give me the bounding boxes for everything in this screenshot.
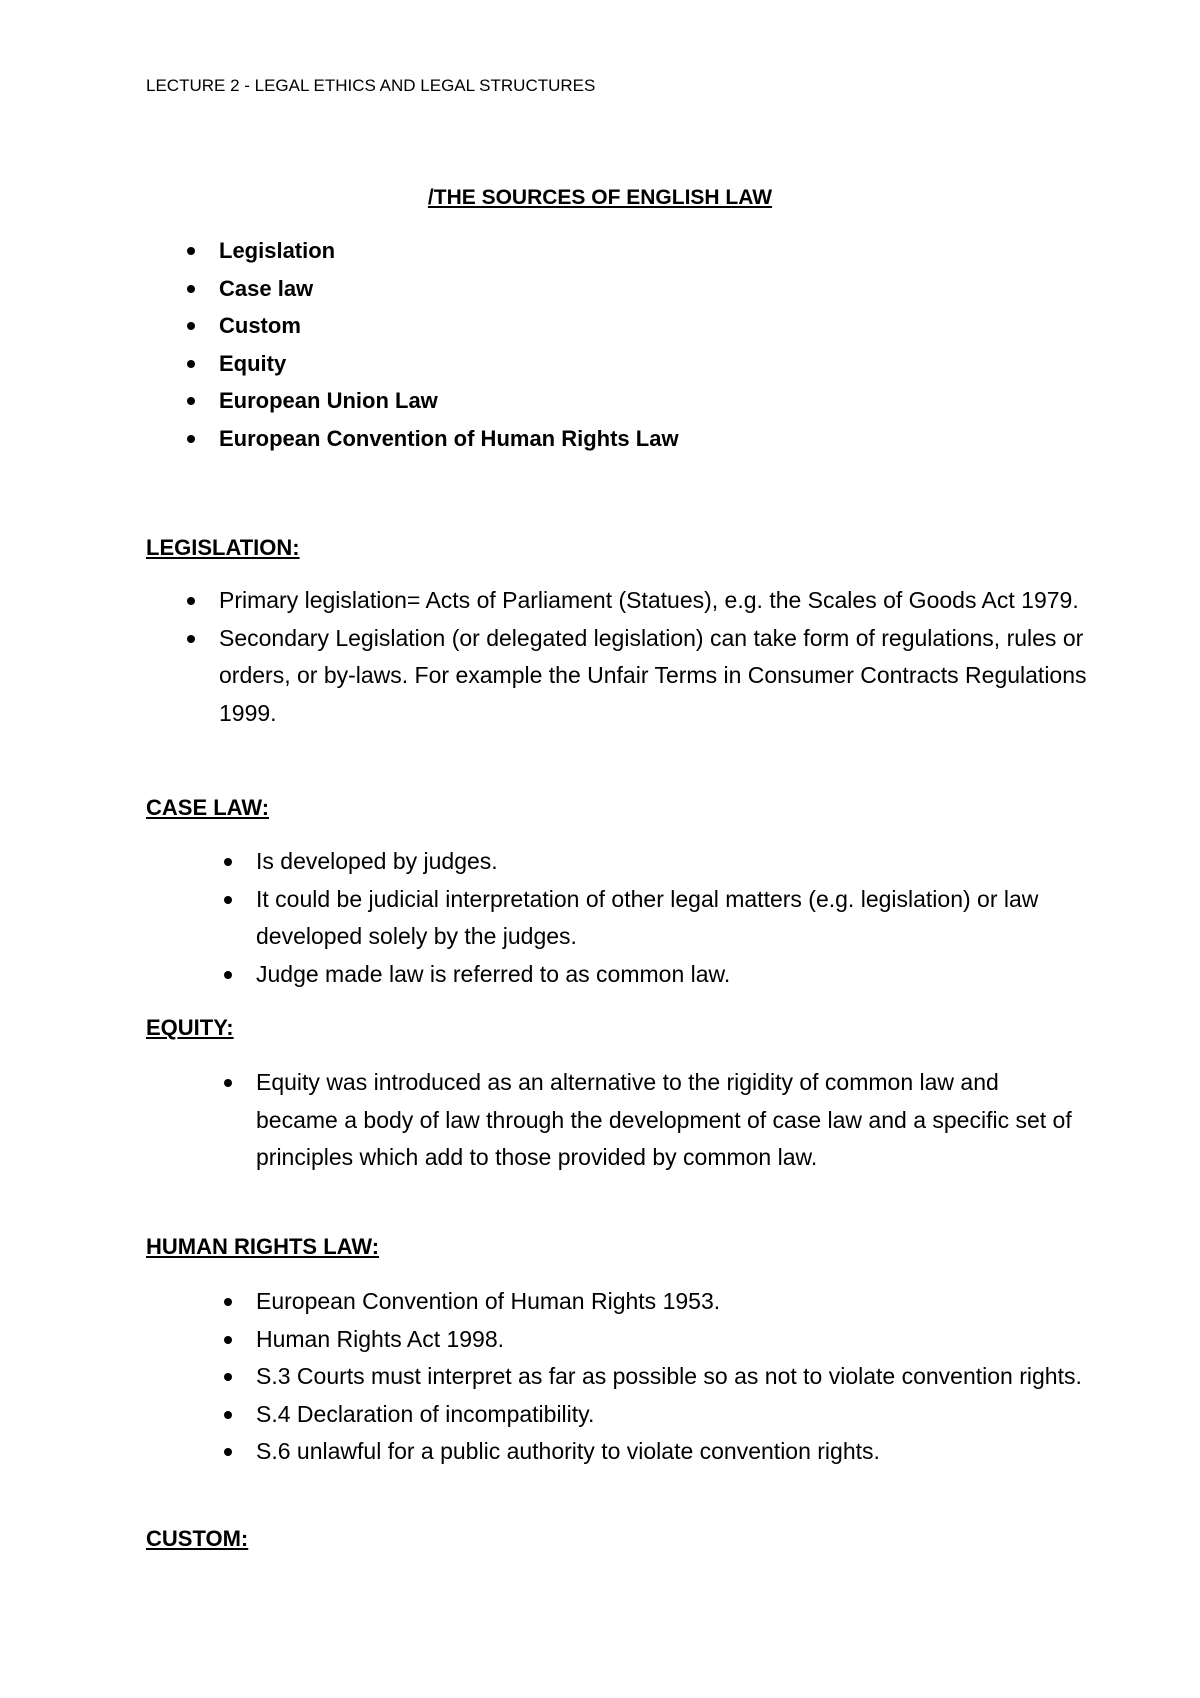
bullet-icon <box>187 360 195 368</box>
bullet-icon <box>224 1373 232 1381</box>
bullet-icon <box>187 635 195 643</box>
bullet-icon <box>224 896 232 904</box>
bullet-icon <box>187 285 195 293</box>
case-law-list <box>256 843 1096 993</box>
list-item: Legislation <box>219 236 679 274</box>
list-item: European Convention of Human Rights 1953. <box>256 1283 1096 1321</box>
list-item: Equity was introduced as an alternative to the rigidity of common law and became a body of law through the development of case law and a specific set of principles which add to those provided by common law. <box>256 1064 1086 1177</box>
list-item: Equity <box>219 349 679 387</box>
bullet-icon <box>187 435 195 443</box>
bullet-icon <box>187 397 195 405</box>
bullet-icon <box>224 1448 232 1456</box>
bullet-icon <box>187 247 195 255</box>
bullet-icon <box>224 1336 232 1344</box>
list-item: Human Rights Act 1998. <box>256 1321 1096 1359</box>
list-item: Secondary Legislation (or delegated legislation) can take form of regulations, rules or orders, or by-laws. For example the Unfair Terms in Consumer Contracts Regulations 1999. <box>219 620 1099 733</box>
bullet-icon <box>224 1411 232 1419</box>
human-rights-list <box>256 1283 1096 1471</box>
section-heading-equity: EQUITY: <box>146 1015 234 1040</box>
list-item: S.6 unlawful for a public authority to violate convention rights. <box>256 1433 1096 1471</box>
bullet-icon <box>187 597 195 605</box>
list-item: Custom <box>219 311 679 349</box>
list-item: Primary legislation= Acts of Parliament (Statues), e.g. the Scales of Goods Act 1979. <box>219 582 1099 620</box>
document-title: /THE SOURCES OF ENGLISH LAW <box>427 186 773 209</box>
list-item: Judge made law is referred to as common law. <box>256 956 1096 994</box>
section-heading-custom: CUSTOM: <box>146 1526 249 1551</box>
section-heading-human-rights: HUMAN RIGHTS LAW: <box>146 1234 380 1259</box>
list-item: Is developed by judges. <box>256 843 1096 881</box>
list-item: European Convention of Human Rights Law <box>219 424 679 462</box>
list-item: S.3 Courts must interpret as far as possible so as not to violate convention rights. <box>256 1358 1096 1396</box>
section-heading-case-law: CASE LAW: <box>146 795 270 820</box>
list-item: European Union Law <box>219 386 679 424</box>
legislation-list <box>219 582 1099 732</box>
bullet-icon <box>224 858 232 866</box>
page-header: LECTURE 2 - LEGAL ETHICS AND LEGAL STRUCTURES <box>146 76 596 95</box>
bullet-icon <box>187 322 195 330</box>
list-item: S.4 Declaration of incompatibility. <box>256 1396 1096 1434</box>
section-heading-legislation: LEGISLATION: <box>146 535 300 560</box>
sources-list <box>219 236 679 461</box>
list-item: Case law <box>219 274 679 312</box>
bullet-icon <box>224 1298 232 1306</box>
bullet-icon <box>224 971 232 979</box>
list-item: It could be judicial interpretation of other legal matters (e.g. legislation) or law developed solely by the judges. <box>256 881 1096 956</box>
bullet-icon <box>224 1079 232 1087</box>
equity-list <box>256 1064 1086 1177</box>
